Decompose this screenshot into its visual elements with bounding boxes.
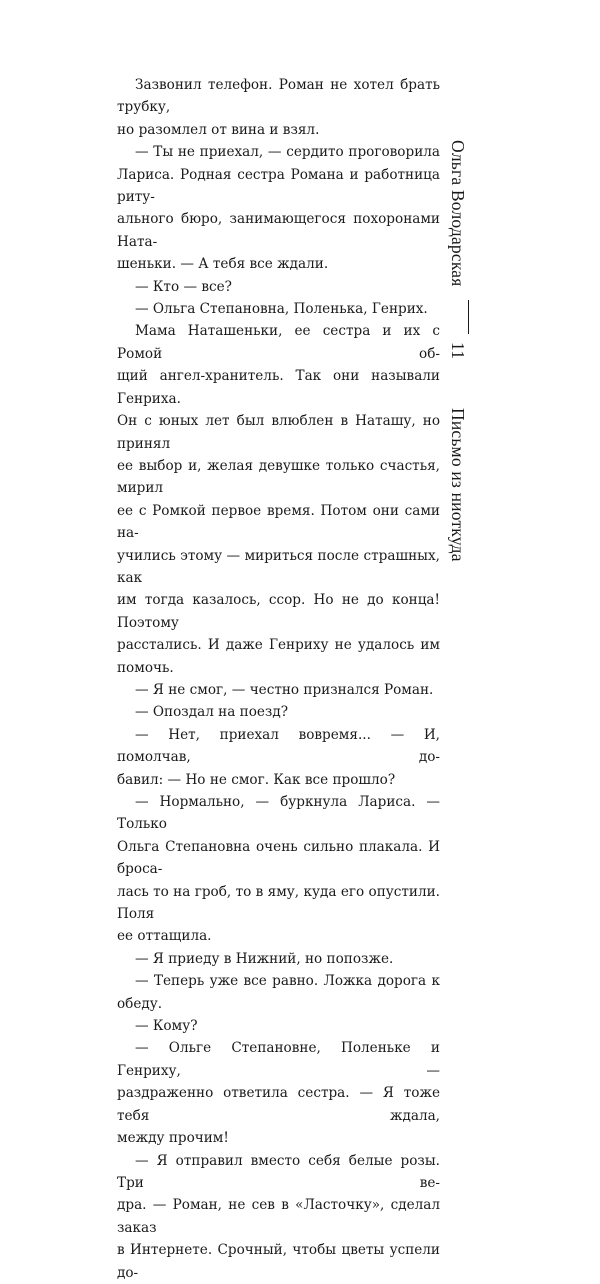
text-line: ального бюро, занимающегося похоронами Ната-: [117, 211, 440, 250]
text-line: Ольга Степановна очень сильно плакала. И броса-: [117, 838, 440, 878]
running-head-book-title: Письмо из ниоткуда: [448, 408, 468, 562]
text-line: им тогда казалось, ссор. Но не до конца! Поэтому: [117, 592, 440, 631]
text-line: Лариса. Родная сестра Романа и работница риту-: [117, 166, 440, 206]
text-line: ее с Ромкой первое время. Потом они сами на-: [117, 502, 440, 542]
page-body-text: [117, 74, 440, 1284]
text-line: — Ольга Степановна, Поленька, Генрих.: [135, 301, 428, 318]
text-line: ее выбор и, желая девушке только счастья, мирил: [117, 457, 440, 497]
text-line: в Интернете. Срочный, чтобы цветы успели до-: [117, 1242, 440, 1281]
text-line: расстались. И даже Генриху не удалось им помочь.: [117, 637, 440, 676]
text-line: щий ангел-хранитель. Так они называли Генриха.: [117, 368, 440, 407]
text-line: — Ты не приехал, — сердито проговорила: [135, 144, 440, 161]
text-line: — Нет, приехал вовремя... — И, помолчав, до-: [117, 726, 440, 766]
text-line: Мама Наташеньки, ее сестра и их с Ромой об-: [117, 323, 440, 362]
text-line: между прочим!: [117, 1130, 229, 1147]
text-line: — Нормально, — буркнула Лариса. — Только: [117, 794, 440, 833]
text-line: но разомлел от вина и взял.: [117, 121, 320, 138]
text-line: — Я приеду в Нижний, но попозже.: [135, 950, 394, 967]
running-head-author: Ольга Володарская: [448, 140, 468, 287]
running-head: [448, 130, 484, 562]
text-line: дра. — Роман, не сев в «Ласточку», сделал заказ: [117, 1197, 440, 1236]
running-head-divider: [468, 300, 469, 334]
text-line: — Я не смог, — честно признался Роман.: [135, 681, 434, 698]
text-line: — Ольге Степановне, Поленьке и Генриху, —: [117, 1040, 440, 1079]
text-line: Зазвонил телефон. Роман не хотел брать трубку,: [117, 77, 440, 116]
text-line: — Кто — все?: [135, 278, 232, 295]
text-line: ее оттащила.: [117, 928, 212, 945]
text-line: бавил: — Но не смог. Как все прошло?: [117, 771, 396, 788]
text-line: — Теперь уже все равно. Ложка дорога к обеду.: [117, 973, 440, 1012]
text-line: учились этому — мириться после страшных, как: [117, 547, 440, 586]
text-line: Он с юных лет был влюблен в Наташу, но принял: [117, 413, 440, 452]
text-line: раздраженно ответила сестра. — Я тоже тебя ждала,: [117, 1085, 440, 1124]
text-line: лась то на гроб, то в яму, куда его опустили. Поля: [117, 883, 440, 923]
page-number: 11: [448, 342, 468, 360]
text-line: шеньки. — А тебя все ждали.: [117, 256, 329, 273]
text-line: — Кому?: [135, 1018, 198, 1035]
text-line: — Я отправил вместо себя белые розы. Три ве-: [117, 1152, 440, 1191]
text-line: — Опоздал на поезд?: [135, 704, 288, 721]
